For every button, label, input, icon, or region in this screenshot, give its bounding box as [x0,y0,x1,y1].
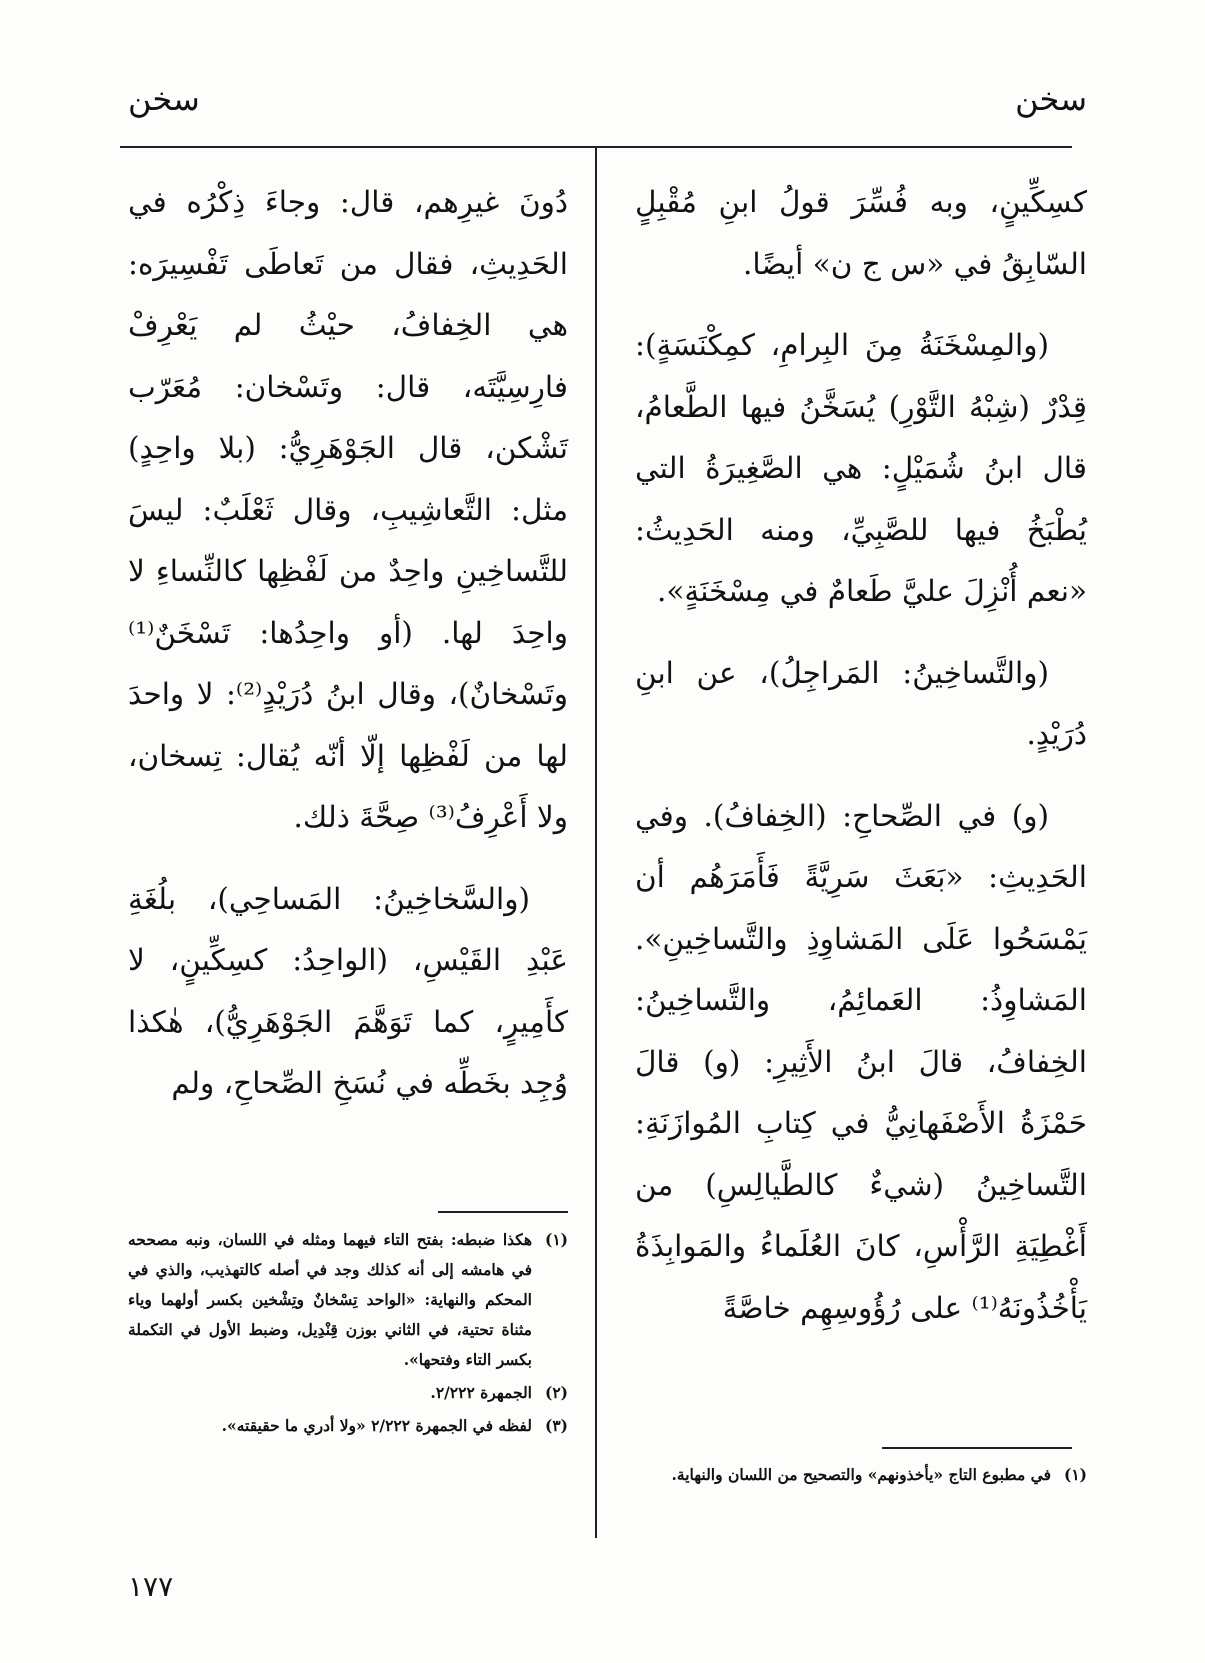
footnotes-right [635,1460,1087,1493]
footnote [128,1225,568,1375]
footnote [128,1411,568,1441]
column-divider [595,146,597,1538]
footnote-number: (٣) [544,1416,568,1435]
footnote-number: (١) [1063,1465,1087,1484]
paragraph: (والسَّخاخِينُ: المَساحِي)، بلُغَةِ عَبْدِ القَيْسِ، (الواحِدُ: كسِكِّينٍ، لا كأَمِيرٍ، كما تَوَهَّمَ الجَوْهَرِيُّ)، هٰكذا وُجِد بخَطِّه في نُسَخِ الصِّحاحِ، ولم [128,881,568,1100]
footnote [128,1378,568,1408]
paragraph: (و) في الصِّحاحِ: (الخِفافُ). وفي الحَدِيثِ: «بَعَثَ سَرِيَّةً فَأَمَرَهُم أن يَمْسَحُوا عَلَى المَشاوِذِ والتَّساخِينِ». المَشاوِذُ: العَمائِمُ، والتَّساخِينُ: الخِفافُ، قالَ ابنُ الأَثِيرِ: (و) قالَ حَمْزَةُ الأَصْفَهانِيُّ في كِتابِ المُوازَنَةِ: التَّساخِينُ (شيءٌ كالطَّيالِسِ) من أَغْطِيَةِ الرَّأْسِ، كانَ العُلَماءُ والمَوابِذَةُ يَأْخُذُونَهُ⁽¹⁾ على رُؤُوسِهِم خاصَّةً [635,798,1087,1325]
running-head-left: سخن [128,80,200,118]
footnote-text: الجمهرة ٢/٢٢٢. [430,1383,532,1402]
footnote-rule-right [882,1447,1072,1449]
page-number: ١٧٧ [128,1570,174,1603]
paragraph: دُونَ غيرِهم، قال: وجاءَ ذِكْرُه في الحَدِيثِ، فقال من تَعاطَى تَفْسِيرَه: هي الخِفافُ، حيْثُ لم يَعْرِفْ فارِسِيَّتَه، قال: وتَسْخان: مُعَرّب تَشْكن، قال الجَوْهَرِيُّ: (بلا واحِدٍ) مثل: التَّعاشِيبِ، وقال ثَعْلَبٌ: ليسَ للتَّساخِينِ واحِدٌ من لَفْظِها كالنِّساءِ لا واحِدَ لها. (أو واحِدُها: تَسْخَنٌ⁽¹⁾ وتَسْخانٌ)، وقال ابنُ دُرَيْدٍ⁽²⁾: لا واحدَ لها من لَفْظِها إلّا أنّه يُقال: تِسخان، ولا أَعْرِفُ⁽³⁾ صِحَّةَ ذلك. [128,185,568,834]
left-column [128,172,568,1135]
footnote-text: في مطبوع التاج «يأخذونهم» والتصحيح من اللسان والنهاية. [671,1465,1051,1484]
running-head-right: سخن [1015,80,1087,118]
paragraph: (والتَّساخِينُ: المَراجِلُ)، عن ابنِ دُرَيْدٍ. [635,655,1087,751]
right-column [635,172,1087,1359]
footnote-number: (٢) [544,1383,568,1402]
footnote-number: (١) [544,1230,568,1249]
footnote-text: لفظه في الجمهرة ٢/٢٢٢ «ولا أدري ما حقيقته». [221,1416,532,1435]
footnote-text: هكذا ضبطه: بفتح التاء فيهما ومثله في اللسان، ونبه مصححه في هامشه إلى أنه كذلك وجد في أصله كالتهذيب، والذي في المحكم والنهاية: «الواحد تِسْخانٌ وتِشْخين بكسر أولهما وياء مثناة تحتية، في الثاني بوزن قِنْدِيل، وضبط الأول في التكملة بكسر التاء وفتحها». [128,1230,532,1369]
footnote-rule-left [438,1211,568,1213]
footnotes-left [128,1225,568,1444]
paragraph: كسِكِّينٍ، وبه فُسِّرَ قولُ ابنِ مُقْبِلٍ السّابِقُ في «س ج ن» أيضًا. [635,185,1087,281]
footnote [635,1460,1087,1490]
paragraph: (والمِسْخَنَةُ مِنَ البِرامِ، كمِكْنَسَةٍ): قِدْرٌ (شِبْهُ التَّوْرِ) يُسَخَّنُ فيها الطَّعامُ، قال ابنُ شُمَيْلٍ: هي الصَّغِيرَةُ التي يُطْبَخُ فيها للصَّبِيِّ، ومنه الحَدِيثُ: «نعم أُنْزِلَ عليَّ طَعامٌ في مِسْخَنَةٍ». [635,328,1087,608]
